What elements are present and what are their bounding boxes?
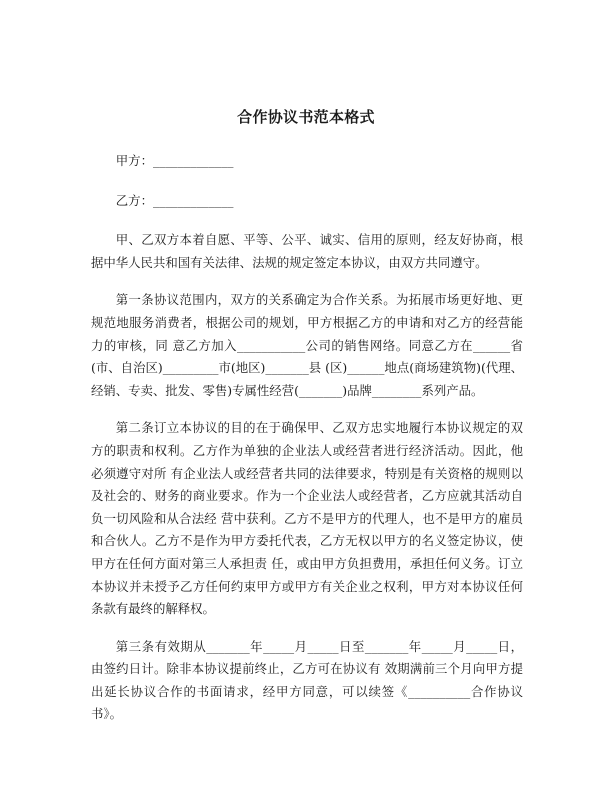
paragraph-article-1: 第一条协议范围内，双方的关系确定为合作关系。为拓展市场更好地、更规范地服务消费者，根据公司的规划，甲方根据乙方的申请和对乙方的经营能力的审核，同 意乙方加入___________公司的销售网络。同意乙方在______省(市、自治区)_________市(地区)_______县 (区)______地点(商场建筑物)(代理、经销、专卖、批发、零售)专属性经营(_______)品牌________系列产品。 — [91, 292, 523, 398]
document-title: 合作协议书范本格式 — [237, 108, 375, 126]
party-b-line: 乙方：_____________ — [115, 192, 234, 208]
paragraph-article-3: 第三条有效期从_______年_____月_____日至_______年_____月_____日，由签约日计。除非本协议提前终止，乙方可在协议有 效期满前三个月向甲方提出延长协议合作的书面请求，经甲方同意，可以续签《__________合作协议书》。 — [91, 638, 523, 722]
party-a-line: 甲方：_____________ — [115, 153, 234, 168]
document-body — [91, 150, 523, 741]
paragraph-article-2: 第二条订立本协议的目的在于确保甲、乙双方忠实地履行本协议规定的双方的职责和权利。乙方作为单独的企业法人或经营者进行经济活动。因此，他必须遵守对所 有企业法人或经营者共同的法律要求，特别是有关资格的规则以及社会的、财务的商业要求。作为一个企业法人或经营者，乙方应就其活动自负一切风险和从合法经 营中获利。乙方不是甲方的代理人，也不是甲方的雇员和合伙人。乙方不是作为甲方委托代表，乙方无权以甲方的名义签定协议，使甲方在任何方面对第三人承担责 任，或由甲方负担费用，承担任何义务。订立本协议并未授予乙方任何约束甲方或甲方有关企业之权利，甲方对本协议任何条款有最终的解释权。 — [91, 420, 523, 617]
paragraph-preamble: 甲、乙双方本着自愿、平等、公平、诚实、信用的原则，经友好协商，根据中华人民共和国有关法律、法规的规定签定本协议，由双方共同遵守。 — [91, 232, 523, 270]
